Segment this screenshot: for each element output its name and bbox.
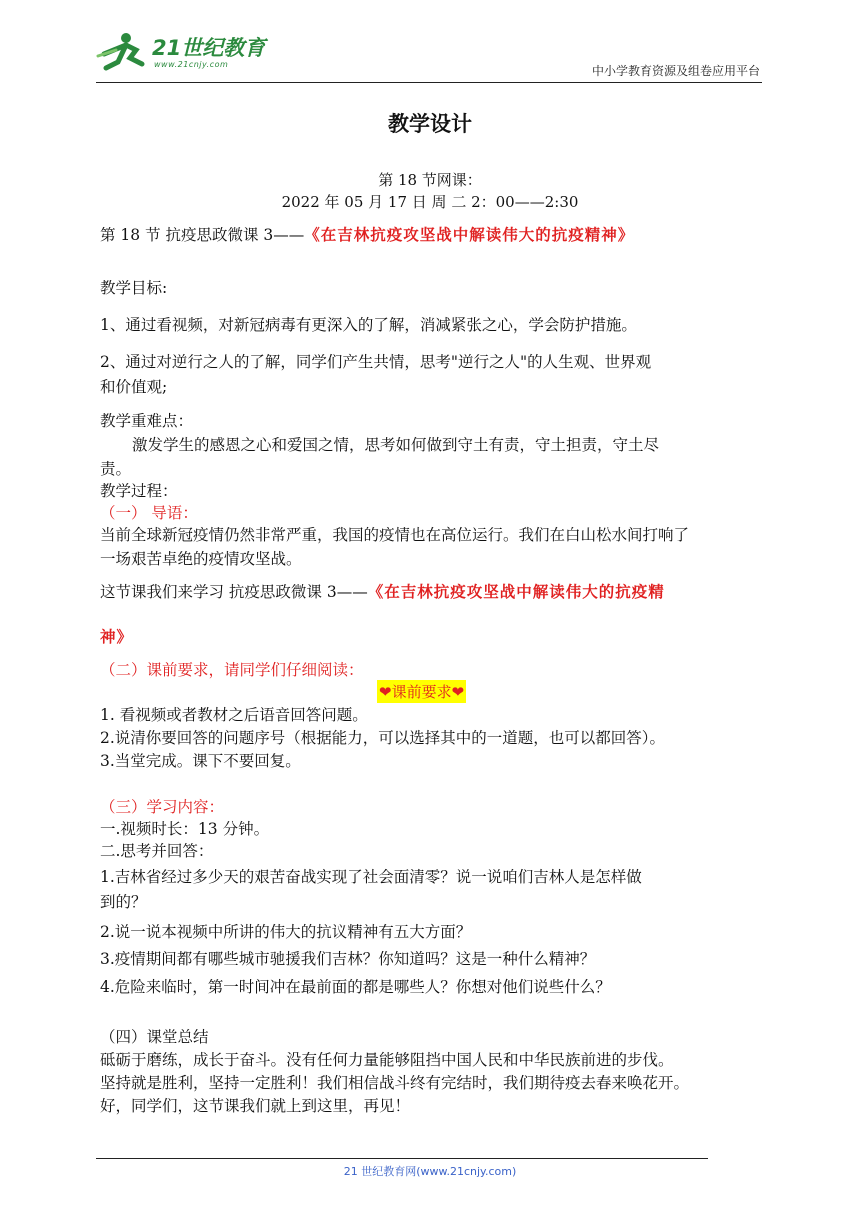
summary-text: 坚持就是胜利，坚持一定胜利！我们相信战斗终有完结时，我们期待疫去春来唤花开。	[100, 1074, 690, 1092]
session-label: 第 18 节网课：	[378, 171, 482, 189]
intro-heading: （一） 导语：	[100, 504, 198, 522]
requirements-badge: ❤课前要求❤	[377, 680, 466, 703]
lesson-title	[100, 223, 634, 245]
content-heading: （三）学习内容：	[100, 798, 225, 816]
logo-text: 21世纪教育	[152, 36, 266, 60]
study-highlight-cont: 神》	[100, 628, 134, 646]
key-points-text-cont: 责。	[100, 460, 132, 478]
summary-heading: （四）课堂总结	[100, 1028, 209, 1046]
objective-item-cont: 和价值观;	[100, 378, 168, 396]
video-duration: 一.视频时长：13 分钟。	[100, 820, 270, 838]
question-item-cont: 到的？	[100, 893, 147, 911]
question-item: 1.吉林省经过多少天的艰苦奋战实现了社会面清零？说一说咱们吉林人是怎样做	[100, 868, 642, 886]
session-datetime: 2022 年 05 月 17 日 周 二 2：00——2:30	[281, 193, 579, 211]
footer-link[interactable]: 21 世纪教育网(www.21cnjy.com)	[343, 1165, 517, 1178]
intro-text-cont: 一场艰苦卓绝的疫情攻坚战。	[100, 550, 302, 568]
objective-item: 1、通过看视频，对新冠病毒有更深入的了解，消减紧张之心，学会防护措施。	[100, 316, 637, 334]
document-title: 教学设计	[388, 111, 472, 136]
study-prefix: 这节课我们来学习 抗疫思政微课 3——	[100, 583, 368, 601]
study-highlight: 《在吉林抗疫攻坚战中解读伟大的抗疫精	[367, 583, 665, 601]
question-item: 2.说一说本视频中所讲的伟大的抗议精神有五大方面？	[100, 923, 472, 941]
question-item: 4.危险来临时，第一时间冲在最前面的都是哪些人？你想对他们说些什么？	[100, 978, 611, 996]
footer-divider	[96, 1158, 708, 1159]
key-points-heading: 教学重难点：	[100, 412, 194, 430]
question-item: 3.疫情期间都有哪些城市驰援我们吉林？你知道吗？这是一种什么精神？	[100, 950, 596, 968]
page-header	[96, 26, 762, 83]
process-heading: 教学过程：	[100, 482, 178, 500]
objective-item: 2、通过对逆行之人的了解，同学们产生共情，思考"逆行之人"的人生观、世界观	[100, 353, 652, 371]
requirement-item: 3.当堂完成。课下不要回复。	[100, 752, 301, 770]
logo-url: www.21cnjy.com	[154, 60, 229, 69]
requirement-item: 2.说清你要回答的问题序号（根据能力，可以选择其中的一道题，也可以都回答）。	[100, 729, 666, 747]
summary-text: 好，同学们，这节课我们就上到这里，再见！	[100, 1097, 411, 1115]
platform-name: 中小学教育资源及组卷应用平台	[591, 64, 760, 78]
requirements-heading: （二）课前要求，请同学们仔细阅读：	[100, 661, 364, 679]
intro-text: 当前全球新冠疫情仍然非常严重，我国的疫情也在高位运行。我们在白山松水间打响了	[100, 526, 690, 544]
objectives-heading: 教学目标:	[100, 279, 168, 297]
lesson-highlight: 《在吉林抗疫攻坚战中解读伟大的抗疫精神》	[304, 226, 635, 244]
site-logo[interactable]	[96, 30, 266, 74]
summary-text: 砥砺于磨练，成长于奋斗。没有任何力量能够阻挡中国人民和中华民族前进的步伐。	[100, 1051, 674, 1069]
study-line	[100, 580, 665, 602]
requirement-item: 1. 看视频或者教材之后语音回答问题。	[100, 706, 368, 724]
runner-icon	[96, 30, 152, 74]
key-points-text: 激发学生的感恩之心和爱国之情，思考如何做到守土有责，守土担责，守土尽	[132, 436, 660, 454]
lesson-prefix: 第 18 节 抗疫思政微课 3——	[100, 226, 305, 244]
think-heading: 二.思考并回答：	[100, 842, 214, 860]
